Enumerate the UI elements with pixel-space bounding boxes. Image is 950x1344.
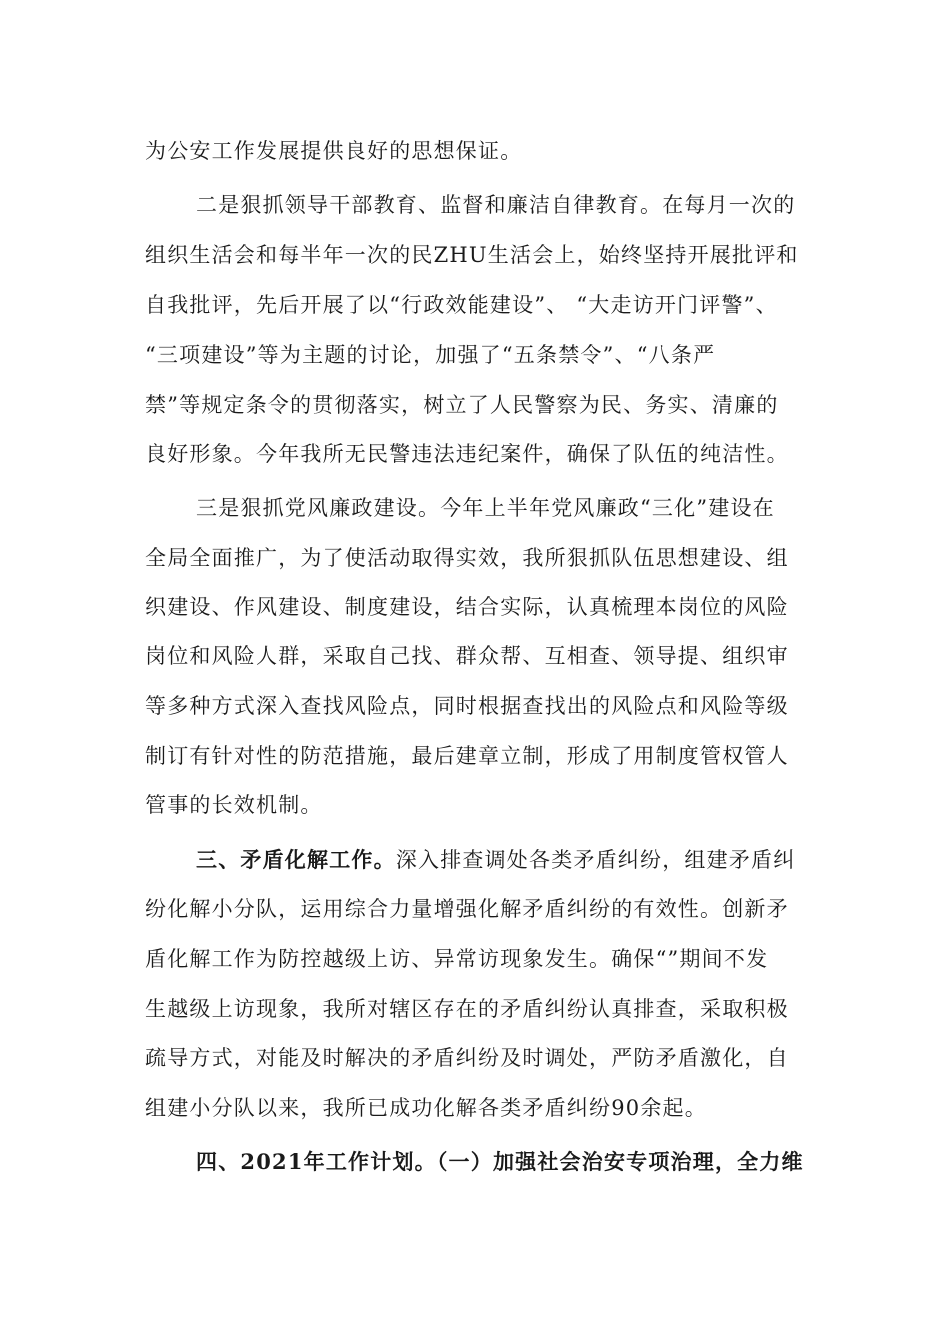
- paragraph-line: “三项建设”等为主题的讨论，加强了“五条禁令”、“八条严: [145, 343, 716, 367]
- paragraph-line: 岗位和风险人群，采取自己找、群众帮、互相查、领导提、组织审: [145, 644, 789, 668]
- paragraph-line: 等多种方式深入查找风险点，同时根据查找出的风险点和风险等级: [145, 694, 789, 718]
- paragraph-line: 盾化解工作为防控越级上访、异常访现象发生。确保“”期间不发: [145, 947, 769, 971]
- section-heading: 三、矛盾化解工作。: [196, 847, 396, 872]
- paragraph-line: 三是狠抓党风廉政建设。今年上半年党风廉政“三化”建设在: [196, 496, 775, 520]
- paragraph-line: 良好形象。今年我所无民警违法违纪案件，确保了队伍的纯洁性。: [145, 442, 789, 466]
- paragraph-line: 管事的长效机制。: [145, 793, 323, 817]
- section-heading: 四、2021年工作计划。（一）加强社会治安专项治理，全力维: [196, 1149, 804, 1174]
- paragraph-line: 组织生活会和每半年一次的民ZHU生活会上，始终坚持开展批评和: [145, 243, 799, 267]
- paragraph-line: 织建设、作风建设、制度建设，结合实际，认真梳理本岗位的风险: [145, 595, 789, 619]
- paragraph-line: 二是狠抓领导干部教育、监督和廉洁自律教育。在每月一次的: [196, 193, 796, 217]
- paragraph-text: 深入排查调处各类矛盾纠纷，组建矛盾纠: [395, 848, 796, 872]
- paragraph-line: 纷化解小分队，运用综合力量增强化解矛盾纠纷的有效性。创新矛: [145, 897, 789, 921]
- paragraph-line: 禁”等规定条令的贯彻落实，树立了人民警察为民、务实、清廉的: [145, 393, 779, 417]
- paragraph-line: 制订有针对性的防范措施，最后建章立制，形成了用制度管权管人: [145, 744, 789, 768]
- paragraph-line: 自我批评，先后开展了以“行政效能建设”、 “大走访开门评警”、: [145, 293, 778, 317]
- paragraph-line: 全局全面推广，为了使活动取得实效，我所狠抓队伍思想建设、组: [145, 546, 789, 570]
- section-heading-line: [196, 845, 826, 875]
- paragraph-line: 生越级上访现象，我所对辖区存在的矛盾纠纷认真排查，采取积极: [145, 997, 789, 1021]
- paragraph-line: 疏导方式，对能及时解决的矛盾纠纷及时调处，严防矛盾激化，自: [145, 1046, 789, 1070]
- paragraph-line: 组建小分队以来，我所已成功化解各类矛盾纠纷90余起。: [145, 1096, 707, 1120]
- paragraph-line: 为公安工作发展提供良好的思想保证。: [145, 139, 523, 163]
